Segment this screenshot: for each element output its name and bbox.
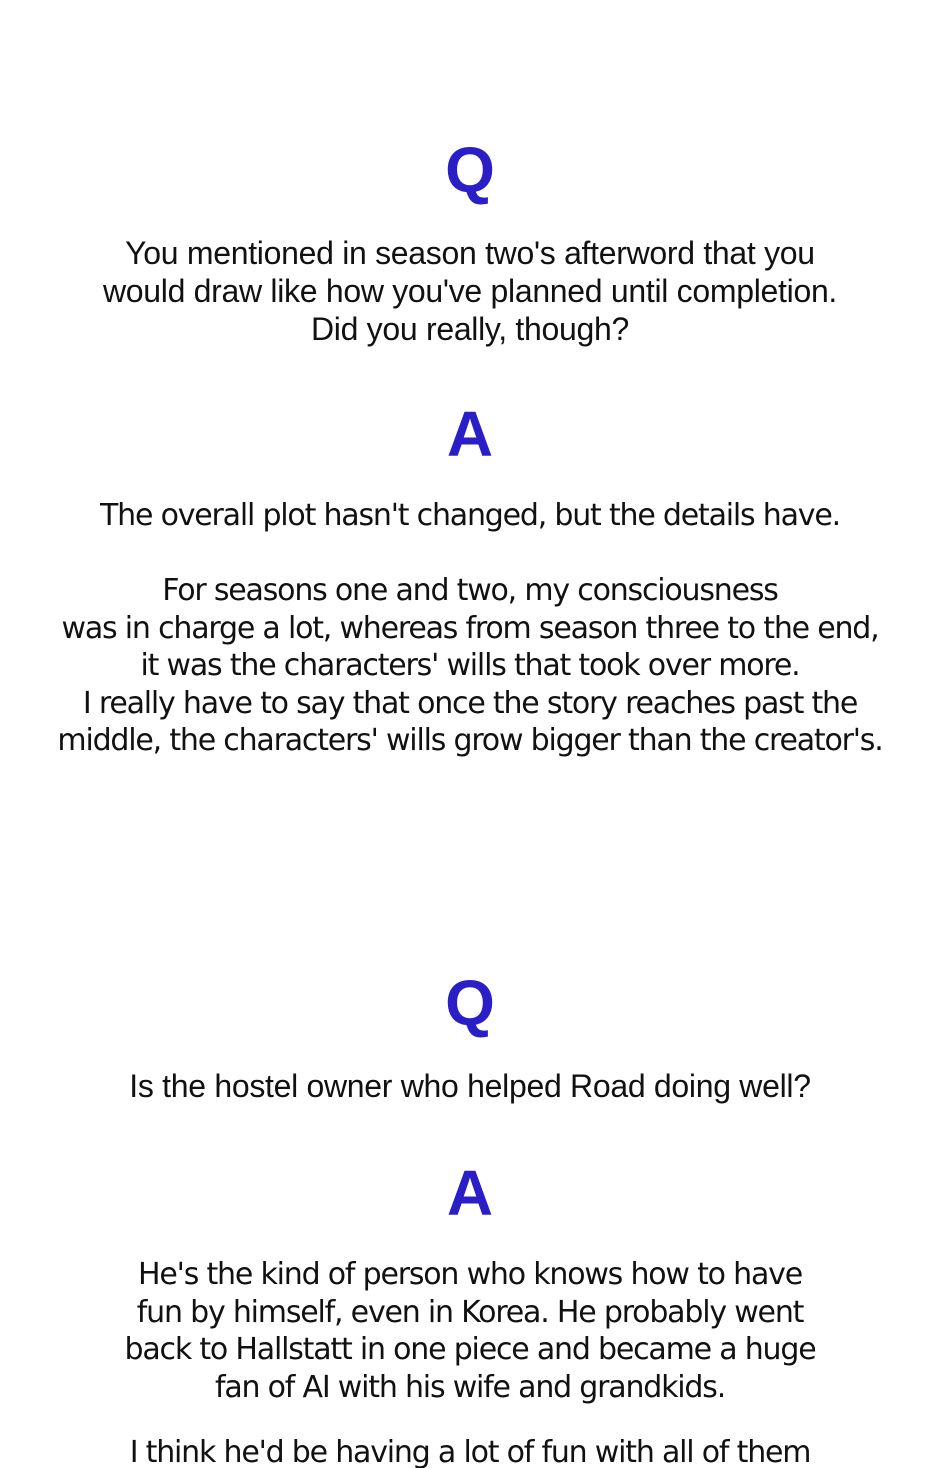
question-line: Is the hostel owner who helped Road doing well? <box>129 1068 811 1104</box>
answer-line: I really have to say that once the story reaches past the <box>82 685 858 721</box>
answer-paragraph <box>0 572 940 760</box>
answer-paragraph <box>0 497 940 535</box>
answer-line: For seasons one and two, my consciousness <box>162 573 778 608</box>
answer-line: was in charge a lot, whereas from season three to the end, <box>61 610 879 646</box>
answer-marker: A <box>446 1157 494 1229</box>
answer-line: back to Hallstatt in one piece and became a huge <box>124 1332 816 1367</box>
answer-marker: A <box>446 398 494 470</box>
answer-line: I think he'd be having a lot of fun with all of them <box>129 1438 811 1468</box>
question-marker: Q <box>445 967 495 1039</box>
question-marker: Q <box>445 134 495 206</box>
answer-paragraph <box>0 1256 940 1406</box>
question-text <box>0 1067 940 1105</box>
question-line: You mentioned in season two's afterword that you <box>125 235 815 271</box>
question-line: Did you really, though? <box>310 311 630 347</box>
answer-line: fun by himself, even in Korea. He probably went <box>136 1294 804 1330</box>
answer-line: it was the characters' wills that took over more. <box>140 648 800 683</box>
cut-off-answer-line <box>0 1438 940 1468</box>
question-line: would draw like how you've planned until completion. <box>102 273 838 309</box>
answer-line: fan of AI with his wife and grandkids. <box>214 1369 726 1405</box>
answer-line: middle, the characters' wills grow bigger than the creator's. <box>57 723 883 758</box>
question-text <box>0 234 940 348</box>
answer-line: He's the kind of person who knows how to have <box>138 1257 802 1292</box>
answer-line: The overall plot hasn't changed, but the details have. <box>100 498 840 533</box>
